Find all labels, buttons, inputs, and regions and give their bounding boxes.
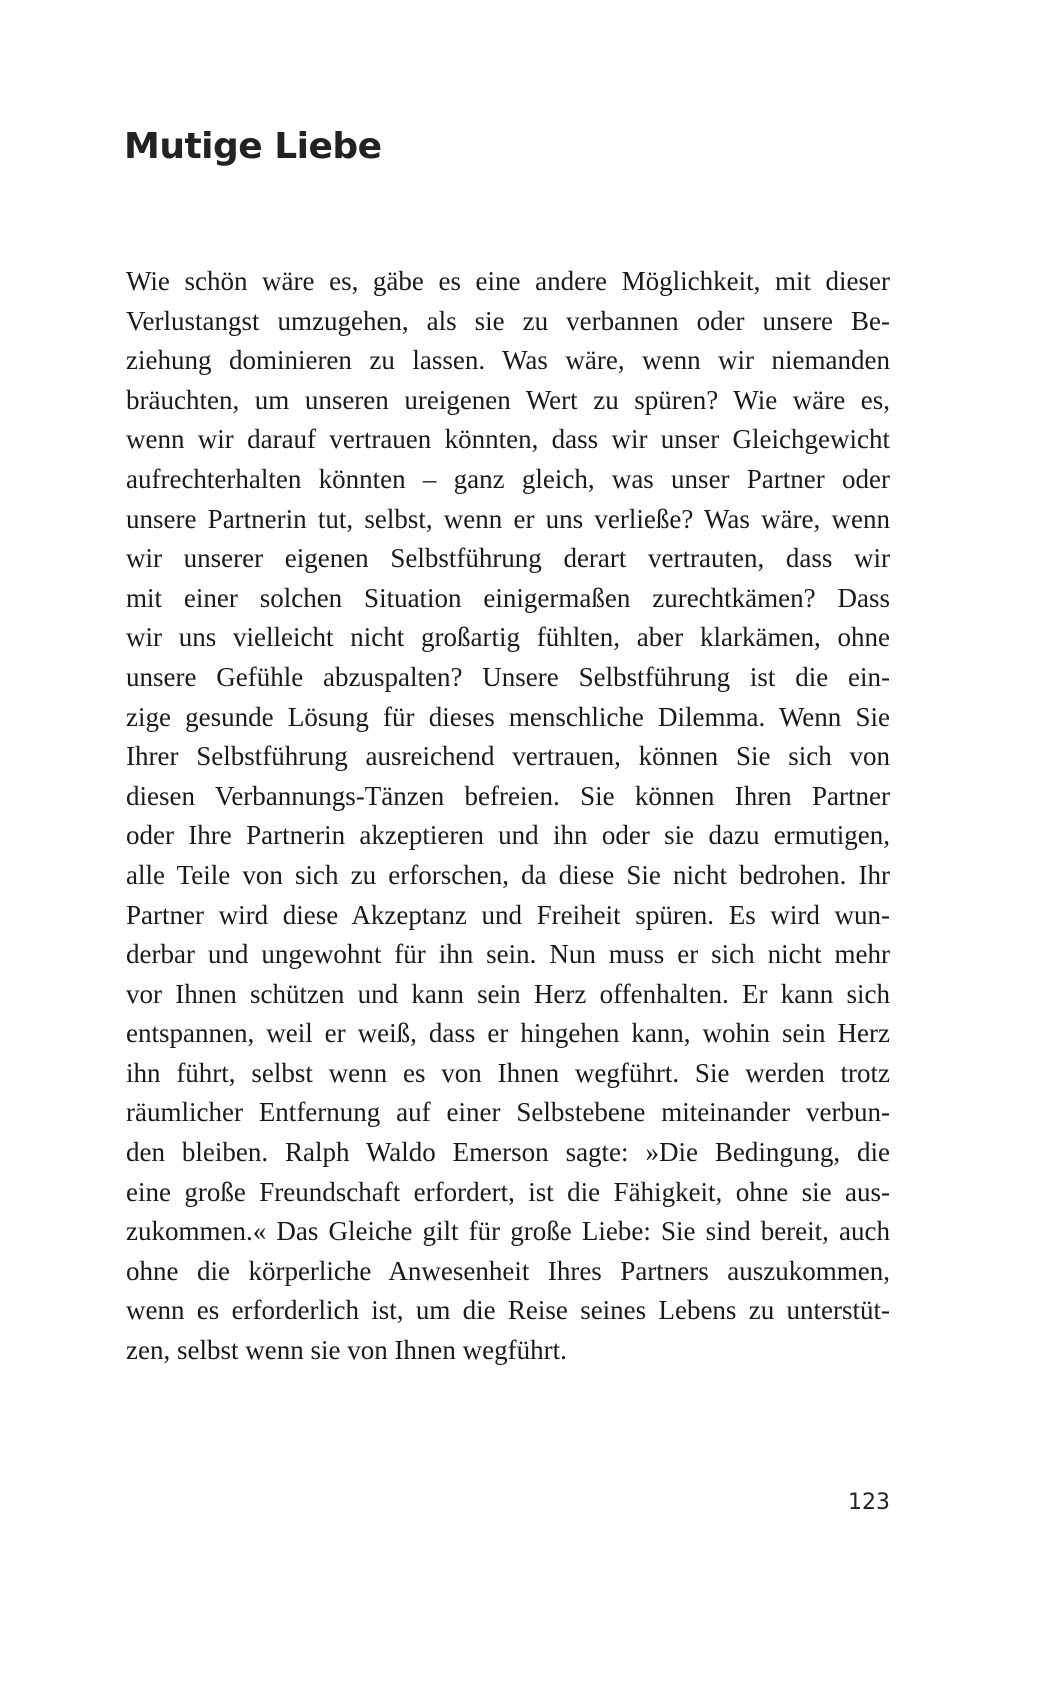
text-line: eine große Freundschaft erfordert, ist die Fähigkeit, ohne sie aus-	[126, 1176, 890, 1207]
text-line: zukommen.« Das Gleiche gilt für große Liebe: Sie sind bereit, auch	[126, 1216, 890, 1247]
text-line: diesen Verbannungs-Tänzen befreien. Sie können Ihren Partner	[126, 780, 890, 811]
text-line: oder Ihre Partnerin akzeptieren und ihn oder sie dazu ermutigen,	[126, 820, 890, 851]
section-title: Mutige Liebe	[124, 126, 382, 167]
text-line: unsere Partnerin tut, selbst, wenn er uns verließe? Was wäre, wenn	[126, 503, 890, 534]
text-line: den bleiben. Ralph Waldo Emerson sagte: »Die Bedingung, die	[126, 1137, 890, 1168]
text-line: wir unserer eigenen Selbstführung derart vertrauten, dass wir	[126, 543, 890, 574]
text-line: entspannen, weil er weiß, dass er hingehen kann, wohin sein Herz	[126, 1018, 890, 1049]
text-line: mit einer solchen Situation einigermaßen zurechtkämen? Dass	[126, 582, 890, 613]
page-number: 123	[848, 1490, 890, 1515]
text-line: wenn wir darauf vertrauen könnten, dass wir unser Gleichgewicht	[126, 424, 890, 455]
text-line: wir uns vielleicht nicht großartig fühlten, aber klarkämen, ohne	[126, 622, 890, 653]
text-line: zen, selbst wenn sie von Ihnen wegführt.	[126, 1335, 567, 1366]
text-line: Partner wird diese Akzeptanz und Freiheit spüren. Es wird wun-	[126, 899, 890, 930]
text-line: ohne die körperliche Anwesenheit Ihres Partners auszukommen,	[126, 1255, 890, 1286]
text-line: vor Ihnen schützen und kann sein Herz offenhalten. Er kann sich	[126, 978, 890, 1009]
text-line: wenn es erforderlich ist, um die Reise seines Lebens zu unterstüt-	[126, 1295, 890, 1326]
text-line: unsere Gefühle abzuspalten? Unsere Selbstführung ist die ein-	[126, 661, 890, 692]
body-text	[126, 262, 890, 1371]
text-line: Verlustangst umzugehen, als sie zu verbannen oder unsere Be-	[126, 305, 890, 336]
text-line: alle Teile von sich zu erforschen, da diese Sie nicht bedrohen. Ihr	[126, 859, 890, 890]
text-line: ziehung dominieren zu lassen. Was wäre, wenn wir niemanden	[126, 345, 890, 376]
text-line: derbar und ungewohnt für ihn sein. Nun muss er sich nicht mehr	[126, 939, 890, 970]
text-line: bräuchten, um unseren ureigenen Wert zu spüren? Wie wäre es,	[126, 384, 890, 415]
text-line: zige gesunde Lösung für dieses menschliche Dilemma. Wenn Sie	[126, 701, 890, 732]
text-line: Ihrer Selbstführung ausreichend vertrauen, können Sie sich von	[126, 741, 890, 772]
text-line: ihn führt, selbst wenn es von Ihnen wegführt. Sie werden trotz	[126, 1057, 890, 1088]
text-line: Wie schön wäre es, gäbe es eine andere Möglichkeit, mit dieser	[126, 266, 890, 296]
text-line: aufrechterhalten könnten – ganz gleich, was unser Partner oder	[126, 463, 890, 494]
text-line: räumlicher Entfernung auf einer Selbstebene miteinander verbun-	[126, 1097, 890, 1128]
